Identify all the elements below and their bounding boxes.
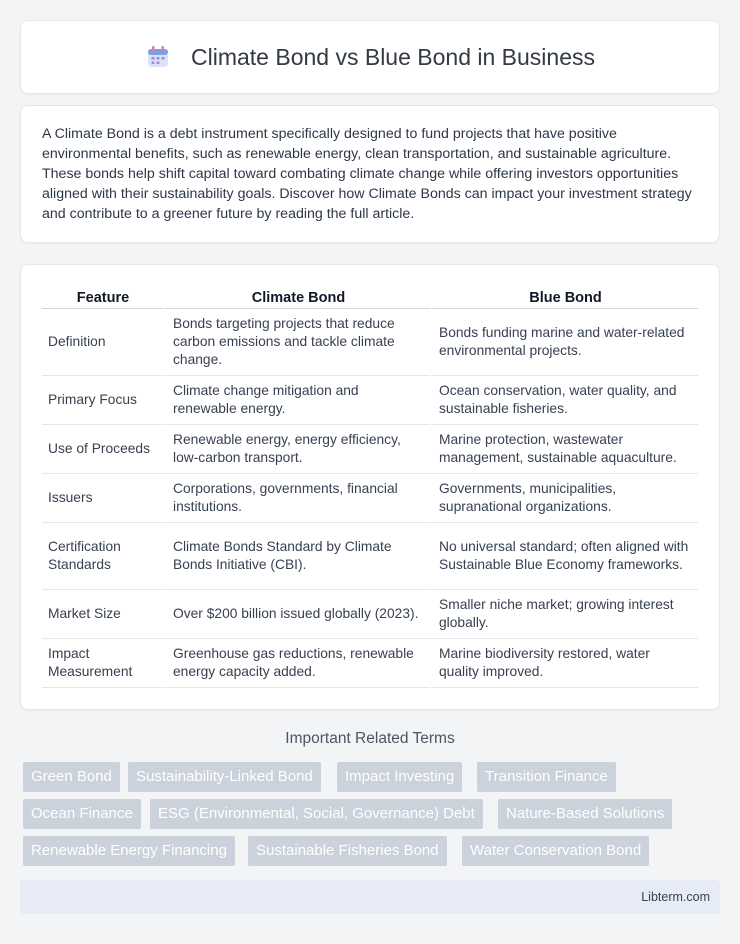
blue-bond-cell: Bonds funding marine and water-related environmental projects.	[430, 309, 698, 376]
related-term-tag[interactable]: Transition Finance	[477, 762, 616, 792]
feature-cell: Definition	[42, 309, 164, 376]
header-blue-bond: Blue Bond	[430, 285, 698, 309]
climate-bond-cell: Climate Bonds Standard by Climate Bonds Initiative (CBI).	[164, 523, 430, 590]
table-row	[42, 523, 698, 590]
related-term-tag[interactable]: ESG (Environmental, Social, Governance) Debt	[150, 799, 483, 829]
header-climate-bond: Climate Bond	[164, 285, 430, 309]
intro-card	[20, 105, 720, 243]
table-row	[42, 425, 698, 474]
blue-bond-cell: No universal standard; often aligned with Sustainable Blue Economy frameworks.	[430, 523, 698, 590]
table-header-row	[42, 285, 698, 309]
blue-bond-cell: Ocean conservation, water quality, and sustainable fisheries.	[430, 376, 698, 425]
table-row	[42, 590, 698, 639]
feature-cell: Impact Measurement	[42, 639, 164, 688]
feature-cell: Primary Focus	[42, 376, 164, 425]
climate-bond-cell: Corporations, governments, financial institutions.	[164, 474, 430, 523]
related-terms-title: Important Related Terms	[285, 730, 455, 747]
climate-bond-cell: Bonds targeting projects that reduce carbon emissions and tackle climate change.	[164, 309, 430, 376]
climate-bond-cell: Over $200 billion issued globally (2023).	[164, 590, 430, 639]
table-row	[42, 639, 698, 688]
blue-bond-cell: Smaller niche market; growing interest globally.	[430, 590, 698, 639]
footer-brand-link[interactable]: Libterm.com	[641, 890, 710, 904]
climate-bond-cell: Greenhouse gas reductions, renewable energy capacity added.	[164, 639, 430, 688]
blue-bond-cell: Marine protection, wastewater management, sustainable aquaculture.	[430, 425, 698, 474]
table-row	[42, 474, 698, 523]
table-row	[42, 376, 698, 425]
title-card	[20, 20, 720, 94]
related-term-tag[interactable]: Water Conservation Bond	[462, 836, 649, 866]
climate-bond-cell: Renewable energy, energy efficiency, low-carbon transport.	[164, 425, 430, 474]
related-term-tag[interactable]: Ocean Finance	[23, 799, 141, 829]
climate-bond-cell: Climate change mitigation and renewable energy.	[164, 376, 430, 425]
feature-cell: Certification Standards	[42, 523, 164, 590]
related-term-tag[interactable]: Impact Investing	[337, 762, 462, 792]
header-feature: Feature	[42, 285, 164, 309]
related-term-tag[interactable]: Green Bond	[23, 762, 120, 792]
blue-bond-cell: Governments, municipalities, supranational organizations.	[430, 474, 698, 523]
comparison-card	[20, 264, 720, 710]
related-term-tag[interactable]: Sustainable Fisheries Bond	[248, 836, 447, 866]
related-term-tag[interactable]: Renewable Energy Financing	[23, 836, 235, 866]
feature-cell: Use of Proceeds	[42, 425, 164, 474]
feature-cell: Market Size	[42, 590, 164, 639]
table-row	[42, 309, 698, 376]
comparison-table	[42, 285, 698, 688]
footer	[20, 880, 720, 914]
blue-bond-cell: Marine biodiversity restored, water quality improved.	[430, 639, 698, 688]
related-term-tag[interactable]: Sustainability-Linked Bond	[128, 762, 321, 792]
page-title: Climate Bond vs Blue Bond in Business	[191, 43, 595, 70]
calendar-icon	[145, 44, 171, 70]
feature-cell: Issuers	[42, 474, 164, 523]
intro-text: A Climate Bond is a debt instrument specifically designed to fund projects that have positive environmental benefits, such as renewable energy, clean transportation, and sustainable agriculture. These bonds help shift capital toward combating climate change while offering investors opportunities aligned with their sustainability goals. Discover how Climate Bonds can impact your investment strategy and contribute to a greener future by reading the full article.	[42, 126, 692, 222]
related-term-tag[interactable]: Nature-Based Solutions	[498, 799, 672, 829]
